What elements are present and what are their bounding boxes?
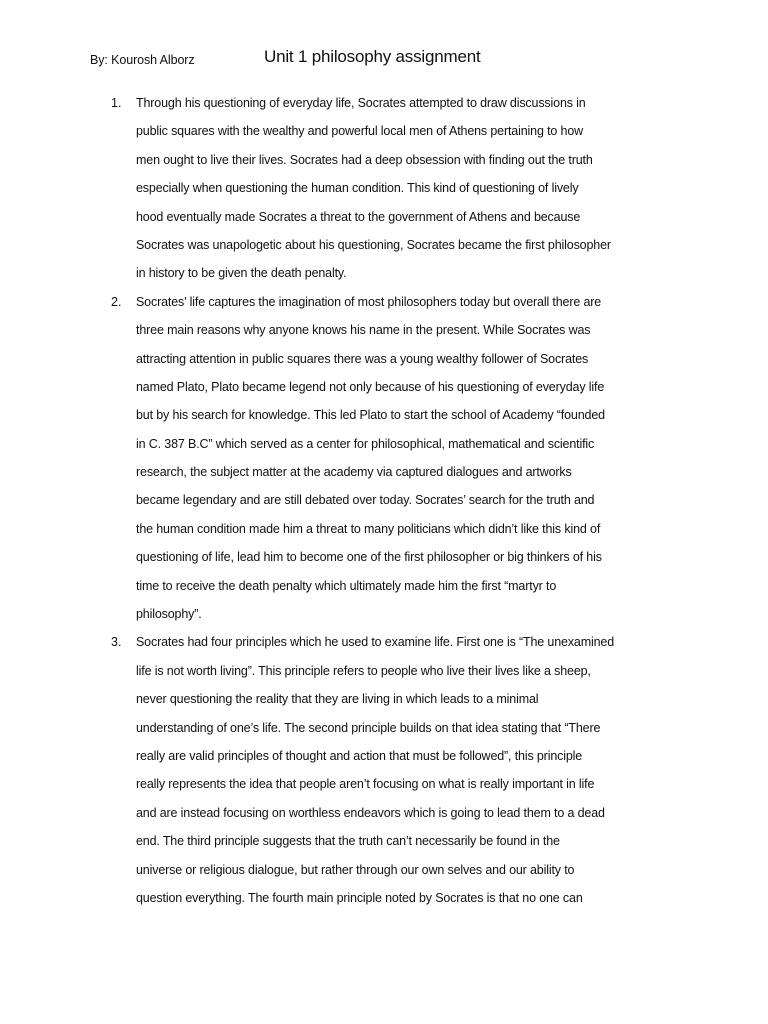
answer-text-line: universe or religious dialogue, but rather through our own selves and our ability to xyxy=(136,862,575,877)
answer-text-line: time to receive the death penalty which ultimately made him the first “martyr to xyxy=(136,578,557,593)
answer-number: 3. xyxy=(111,635,122,650)
answer-text-line: hood eventually made Socrates a threat to the government of Athens and because xyxy=(136,209,581,224)
answer-text-line: understanding of one’s life. The second principle builds on that idea stating that “There xyxy=(136,720,601,735)
answer-text-line: question everything. The fourth main principle noted by Socrates is that no one can xyxy=(136,890,583,905)
answer-text-line: really are valid principles of thought and action that must be followed”, this principle xyxy=(136,748,583,763)
answer-text-line: named Plato, Plato became legend not only because of his questioning of everyday life xyxy=(136,379,605,394)
document-title: Unit 1 philosophy assignment xyxy=(264,47,481,66)
answer-text-line: questioning of life, lead him to become one of the first philosopher or big thinkers of his xyxy=(136,550,602,565)
answer-text-line: Socrates had four principles which he used to examine life. First one is “The unexamined xyxy=(136,635,615,650)
answer-text-line: men ought to live their lives. Socrates had a deep obsession with finding out the truth xyxy=(136,152,593,167)
answer-text-line: philosophy”. xyxy=(136,607,202,622)
answer-text-line: Through his questioning of everyday life, Socrates attempted to draw discussions in xyxy=(136,96,586,110)
answer-text-line: Socrates was unapologetic about his questioning, Socrates became the first philosopher xyxy=(136,237,611,252)
answer-text-line: and are instead focusing on worthless endeavors which is going to lead them to a dead xyxy=(136,805,605,820)
document-header xyxy=(90,47,690,73)
answer-number: 1. xyxy=(111,96,122,110)
answer-item xyxy=(0,628,768,912)
answer-text-line: research, the subject matter at the academy via captured dialogues and artworks xyxy=(136,465,572,480)
answer-text-line: public squares with the wealthy and powerful local men of Athens pertaining to how xyxy=(136,124,584,139)
answers-list xyxy=(0,89,768,912)
answer-item xyxy=(0,288,768,629)
answer-text-line: never questioning the reality that they are living in which leads to a minimal xyxy=(136,692,539,707)
answer-text-line: but by his search for knowledge. This led Plato to start the school of Academy “founded xyxy=(136,408,605,423)
answer-text-line: end. The third principle suggests that the truth can’t necessarily be found in the xyxy=(136,834,560,849)
answer-text-line: attracting attention in public squares there was a young wealthy follower of Socrates xyxy=(136,351,589,366)
author-line: By: Kourosh Alborz xyxy=(90,53,195,67)
answer-item xyxy=(0,89,768,288)
answer-text-line: became legendary and are still debated over today. Socrates’ search for the truth and xyxy=(136,493,595,508)
answer-text-line: really represents the idea that people aren’t focusing on what is really important in life xyxy=(136,777,595,792)
answer-text-line: Socrates’ life captures the imagination of most philosophers today but overall there are xyxy=(136,294,602,309)
answer-text-line: the human condition made him a threat to many politicians which didn’t like this kind of xyxy=(136,521,601,536)
answer-text-line: in C. 387 B.C” which served as a center for philosophical, mathematical and scientific xyxy=(136,436,595,451)
answer-text-line: especially when questioning the human condition. This kind of questioning of lively xyxy=(136,181,579,196)
answer-text-line: in history to be given the death penalty. xyxy=(136,266,347,281)
answer-text-line: life is not worth living”. This principle refers to people who live their lives like a sheep, xyxy=(136,663,591,678)
answer-number: 2. xyxy=(111,294,122,309)
answer-text-line: three main reasons why anyone knows his name in the present. While Socrates was xyxy=(136,323,591,338)
